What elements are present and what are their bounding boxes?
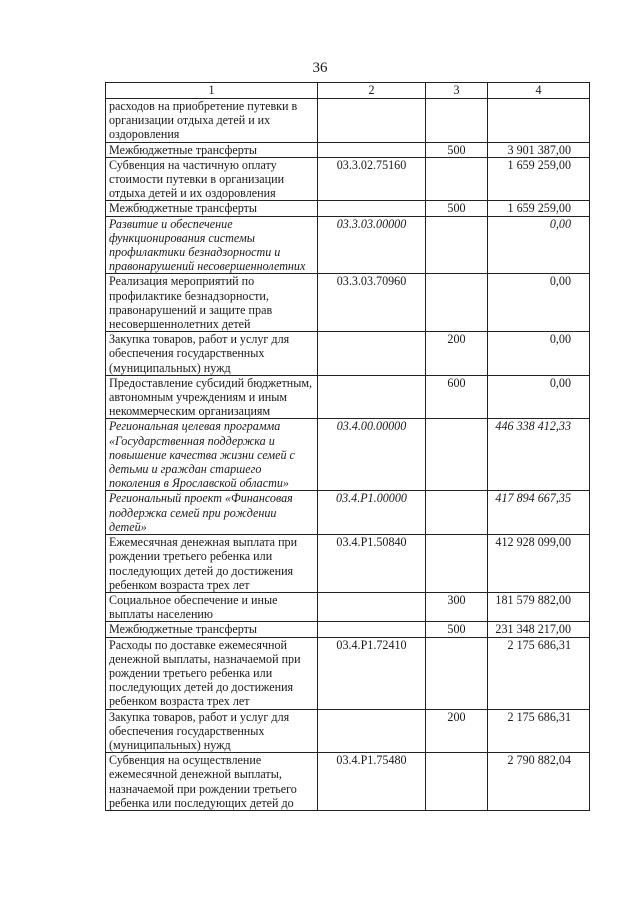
row-code-cell: 03.3.02.75160 [318,157,426,201]
row-code-cell [318,592,426,621]
row-name-cell: Региональный проект «Финансовая поддержка семей при рождении детей» [106,491,318,535]
row-code-cell: 03.3.03.70960 [318,274,426,332]
header-col-2: 2 [318,83,426,99]
row-amount-cell: 417 894 667,35 [488,491,590,535]
row-amount-cell: 446 338 412,33 [488,419,590,491]
row-amount-cell: 2 790 882,04 [488,753,590,811]
row-amount-cell: 181 579 882,00 [488,592,590,621]
row-name-cell: расходов на приобретение путевки в организации отдыха детей и их оздоровления [106,99,318,143]
row-name-cell: Межбюджетные трансферты [106,142,318,157]
row-expense-type-cell [426,274,488,332]
row-code-cell [318,622,426,637]
row-expense-type-cell [426,99,488,143]
row-code-cell [318,201,426,216]
row-name-cell: Закупка товаров, работ и услуг для обеспечения государственных (муниципальных) нужд [106,332,318,376]
table-row [106,622,590,637]
row-expense-type-cell: 500 [426,622,488,637]
table-row [106,753,590,811]
row-expense-type-cell [426,157,488,201]
row-amount-cell: 2 175 686,31 [488,709,590,753]
row-amount-cell: 2 175 686,31 [488,637,590,709]
table-row [106,419,590,491]
table-row [106,709,590,753]
row-expense-type-cell [426,637,488,709]
table-row [106,332,590,376]
row-code-cell: 03.4.00.00000 [318,419,426,491]
table-header-row [106,83,590,99]
row-expense-type-cell [426,535,488,593]
row-code-cell: 03.3.03.00000 [318,216,426,274]
table-row [106,157,590,201]
row-code-cell: 03.4.P1.00000 [318,491,426,535]
row-code-cell: 03.4.P1.72410 [318,637,426,709]
row-name-cell: Социальное обеспечение и иные выплаты населению [106,592,318,621]
table-row [106,274,590,332]
row-expense-type-cell [426,419,488,491]
row-expense-type-cell: 600 [426,375,488,419]
row-code-cell [318,709,426,753]
row-expense-type-cell [426,216,488,274]
row-expense-type-cell [426,753,488,811]
row-code-cell: 03.4.P1.75480 [318,753,426,811]
row-name-cell: Реализация мероприятий по профилактике безнадзорности, правонарушений и защите прав несовершеннолетних детей [106,274,318,332]
table-row [106,216,590,274]
row-amount-cell: 412 928 099,00 [488,535,590,593]
row-amount-cell: 1 659 259,00 [488,157,590,201]
table-row [106,535,590,593]
row-name-cell: Развитие и обеспечение функционирования системы профилактики безнадзорности и правонарушений несовершеннолетних [106,216,318,274]
table-row [106,142,590,157]
row-amount-cell [488,99,590,143]
header-col-1: 1 [106,83,318,99]
table-row [106,201,590,216]
row-expense-type-cell: 200 [426,709,488,753]
page-number: 36 [312,60,328,76]
header-col-3: 3 [426,83,488,99]
row-amount-cell: 1 659 259,00 [488,201,590,216]
header-col-4: 4 [488,83,590,99]
row-amount-cell: 3 901 387,00 [488,142,590,157]
row-amount-cell: 0,00 [488,274,590,332]
row-expense-type-cell: 500 [426,142,488,157]
row-code-cell [318,99,426,143]
row-expense-type-cell [426,491,488,535]
row-code-cell [318,142,426,157]
row-name-cell: Предоставление субсидий бюджетным, автономным учреждениям и иным некоммерческим организациям [106,375,318,419]
row-code-cell [318,375,426,419]
row-name-cell: Субвенция на частичную оплату стоимости путевки в организации отдыха детей и их оздоровления [106,157,318,201]
row-name-cell: Расходы по доставке ежемесячной денежной выплаты, назначаемой при рождении третьего ребенка или последующих детей до достижения ребенком возраста трех лет [106,637,318,709]
table-row [106,99,590,143]
row-name-cell: Межбюджетные трансферты [106,201,318,216]
row-expense-type-cell: 300 [426,592,488,621]
row-code-cell: 03.4.P1.50840 [318,535,426,593]
row-name-cell: Закупка товаров, работ и услуг для обеспечения государственных (муниципальных) нужд [106,709,318,753]
table-row [106,592,590,621]
row-name-cell: Межбюджетные трансферты [106,622,318,637]
row-name-cell: Субвенция на осуществление ежемесячной денежной выплаты, назначаемой при рождении третьего ребенка или последующих детей до [106,753,318,811]
budget-table [105,82,590,811]
row-amount-cell: 0,00 [488,332,590,376]
row-amount-cell: 0,00 [488,216,590,274]
row-name-cell: Ежемесячная денежная выплата при рождении третьего ребенка или последующих детей до достижения ребенком возраста трех лет [106,535,318,593]
row-amount-cell: 231 348 217,00 [488,622,590,637]
row-code-cell [318,332,426,376]
table-row [106,491,590,535]
row-name-cell: Региональная целевая программа «Государственная поддержка и повышение качества жизни семей с детьми и граждан старшего поколения в Ярославской области» [106,419,318,491]
row-expense-type-cell: 500 [426,201,488,216]
row-expense-type-cell: 200 [426,332,488,376]
table-row [106,637,590,709]
table-row [106,375,590,419]
row-amount-cell: 0,00 [488,375,590,419]
